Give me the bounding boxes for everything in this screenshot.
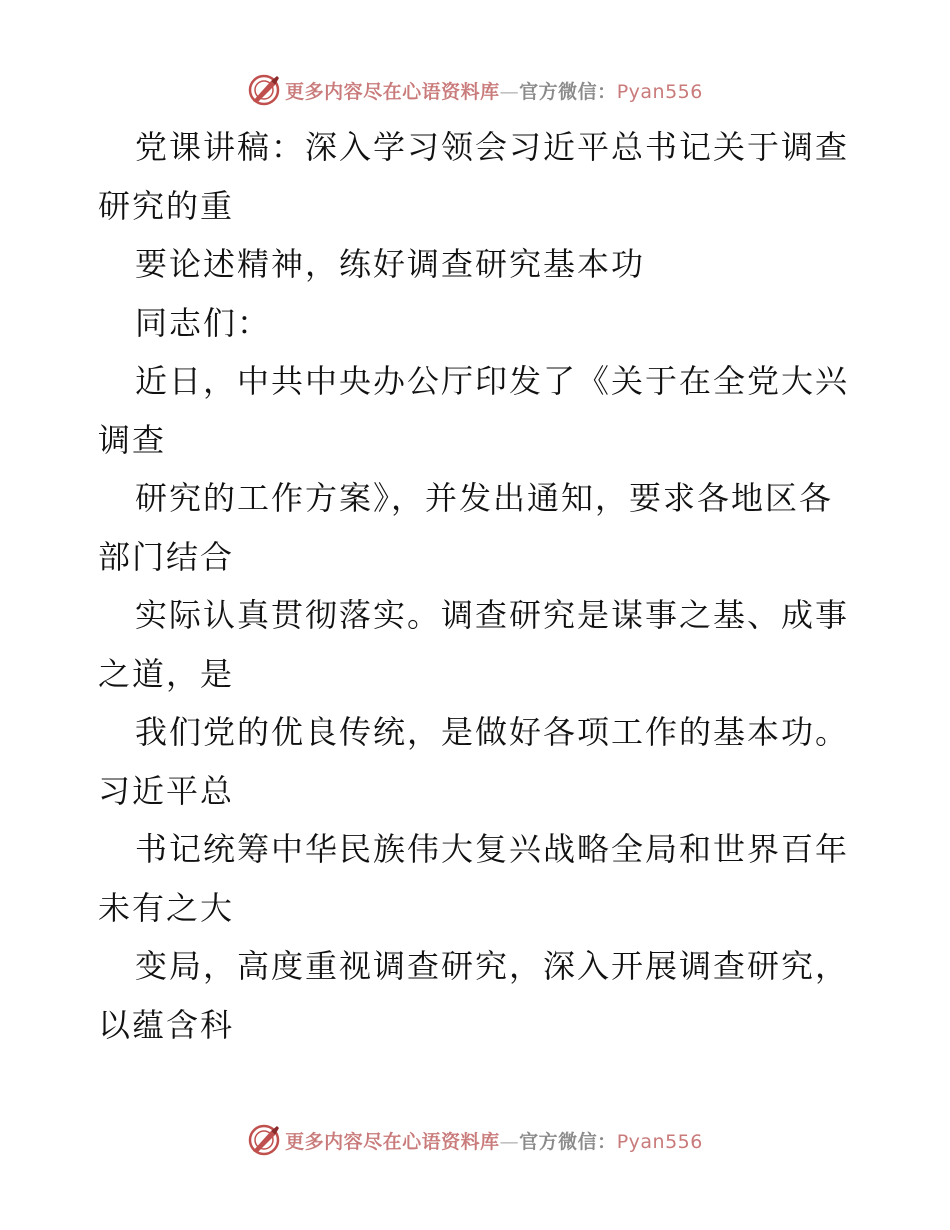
text-line: 书记统筹中华民族伟大复兴战略全局和世界百年 (135, 830, 850, 868)
text-line: 习近平总 (98, 771, 235, 810)
text-line: 实际认真贯彻落实。调查研究是谋事之基、成事 (135, 596, 850, 634)
text-line: 我们党的优良传统，是做好各项工作的基本功。 (135, 713, 850, 751)
text-line: 研究的工作方案》，并发出通知，要求各地区各 (135, 479, 834, 517)
pen-logo-icon (247, 73, 281, 107)
banner-text (285, 1127, 703, 1154)
banner-wechat-id: Pyan556 (616, 80, 703, 103)
text-line: 变局，高度重视调查研究，深入开展调查研究， (135, 947, 850, 985)
banner-title: 更多内容尽在心语资料库 (285, 1130, 500, 1153)
text-line: 调查 (98, 420, 167, 459)
banner-dash: — (499, 1130, 520, 1153)
text-line: 未有之大 (98, 888, 235, 927)
text-line: 要论述精神，练好调查研究基本功 (135, 245, 646, 283)
text-line: 近日，中共中央办公厅印发了《关于在全党大兴 (135, 362, 850, 400)
pen-logo-icon (247, 1123, 281, 1157)
text-line: 研究的重 (98, 186, 235, 225)
text-line: 以蕴含科 (98, 1005, 235, 1044)
header-banner (0, 70, 950, 110)
banner-dash: — (499, 80, 520, 103)
text-line: 同志们： (135, 303, 272, 342)
banner-wechat-id: Pyan556 (616, 1130, 703, 1153)
banner-title: 更多内容尽在心语资料库 (285, 80, 500, 103)
text-line: 党课讲稿：深入学习领会习近平总书记关于调查 (135, 128, 850, 166)
document-body (98, 118, 858, 1054)
footer-banner (0, 1120, 950, 1160)
text-line: 之道，是 (98, 654, 235, 693)
banner-text (285, 77, 703, 104)
banner-wechat-label: 官方微信： (519, 1130, 617, 1153)
banner-wechat-label: 官方微信： (519, 80, 617, 103)
text-line: 部门结合 (98, 537, 235, 576)
